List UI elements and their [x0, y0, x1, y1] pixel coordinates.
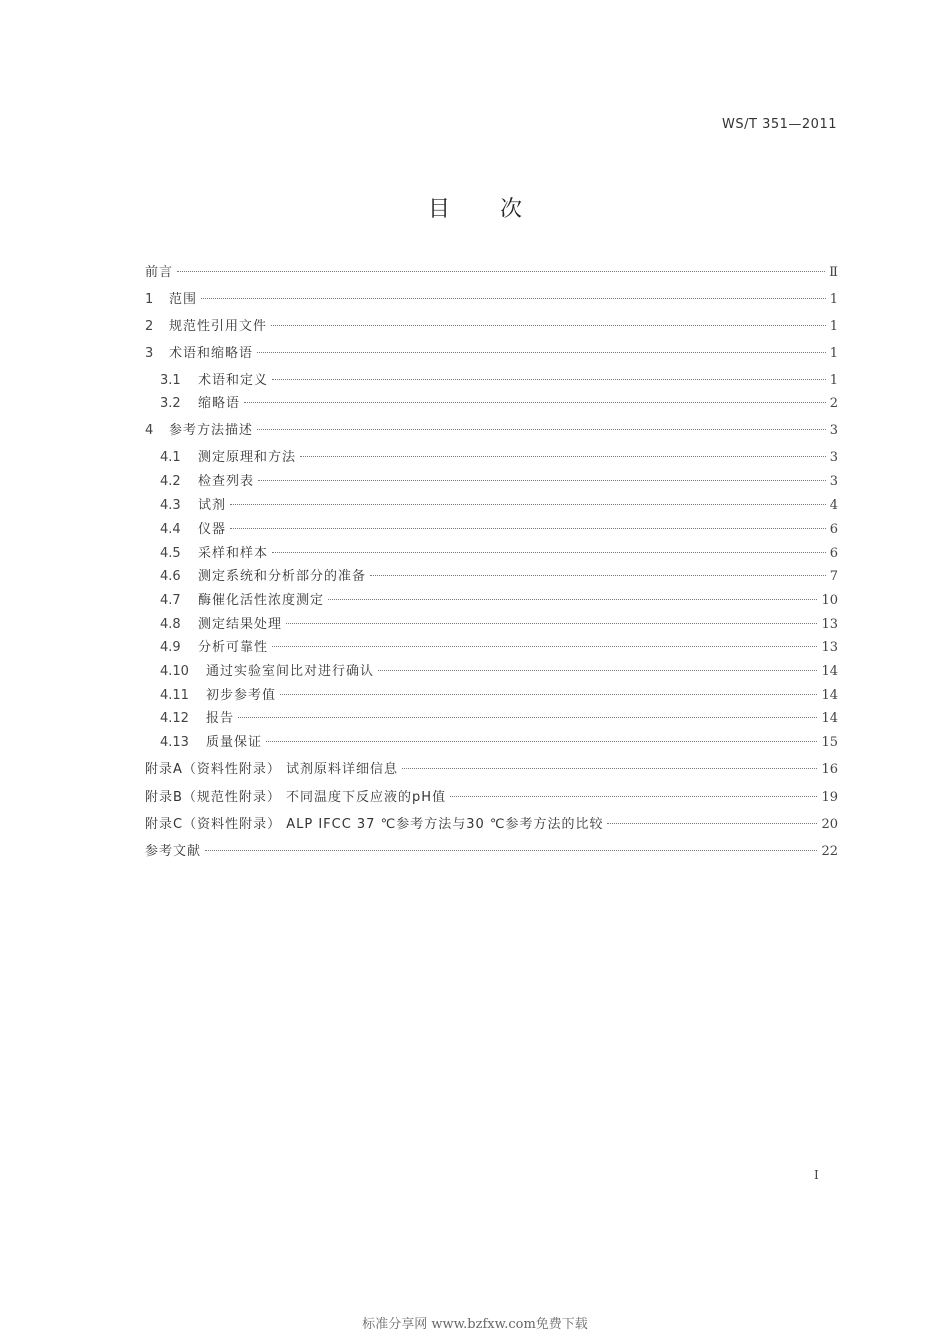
leader-dots	[450, 795, 817, 797]
toc-label: 通过实验室间比对进行确认	[206, 664, 375, 679]
toc-entry-4-10[interactable]	[145, 662, 838, 682]
toc-entry-4-8[interactable]	[145, 615, 838, 635]
toc-page: 13	[821, 617, 838, 632]
toc-entry-4-3[interactable]	[145, 496, 838, 516]
leader-dots	[607, 822, 817, 824]
toc-page: 6	[829, 522, 838, 537]
toc-label: 报告	[206, 711, 235, 726]
toc-entry-3-2[interactable]	[145, 394, 838, 414]
toc-entry-annex-a[interactable]	[145, 760, 838, 780]
leader-dots	[272, 378, 826, 380]
toc-page: 13	[821, 640, 838, 655]
toc-page: 3	[829, 450, 838, 465]
page-number: Ⅰ	[814, 1168, 819, 1182]
toc-label: 测定结果处理	[198, 617, 283, 632]
toc-label: 分析可靠性	[198, 640, 269, 655]
leader-dots	[402, 767, 817, 769]
toc-entry-4-12[interactable]	[145, 709, 838, 729]
page-title	[0, 192, 950, 223]
toc-page: 20	[821, 817, 838, 832]
toc-number: 4.4	[160, 522, 181, 537]
toc-entry-4-9[interactable]	[145, 638, 838, 658]
toc-label: 测定系统和分析部分的准备	[198, 569, 367, 584]
toc-label: 测定原理和方法	[198, 450, 297, 465]
toc-label: 附录C（资料性附录） ALP IFCC 37 ℃参考方法与30 ℃参考方法的比较	[145, 817, 604, 832]
leader-dots	[205, 849, 817, 851]
leader-dots	[201, 297, 826, 299]
toc-label: 采样和样本	[198, 546, 269, 561]
toc-page: 6	[829, 546, 838, 561]
toc-label: 参考方法描述	[169, 423, 254, 438]
toc-entry-4-5[interactable]	[145, 544, 838, 564]
leader-dots	[257, 428, 826, 430]
toc-number: 4.2	[160, 474, 181, 489]
toc-number: 4.1	[160, 450, 181, 465]
title-char-2: 次	[500, 197, 523, 222]
toc-number: 3.2	[160, 396, 181, 411]
leader-dots	[378, 669, 817, 671]
toc-entry-4[interactable]	[145, 421, 838, 441]
leader-dots	[257, 351, 826, 353]
toc-page: 7	[829, 569, 838, 584]
toc-page: 22	[821, 844, 838, 859]
leader-dots	[271, 324, 826, 326]
toc-entry-3-1[interactable]	[145, 371, 838, 391]
leader-dots	[238, 716, 817, 718]
toc-page: 15	[821, 735, 838, 750]
toc-number: 3	[145, 346, 154, 361]
toc-label: 前言	[145, 265, 174, 280]
toc-label: 试剂	[198, 498, 227, 513]
watermark: 标准分享网 www.bzfxw.com免费下载	[362, 1317, 588, 1332]
toc-page: 16	[821, 762, 838, 777]
toc-page: 1	[829, 292, 838, 307]
toc-number: 4	[145, 423, 154, 438]
leader-dots	[230, 503, 826, 505]
toc-page: 4	[829, 498, 838, 513]
leader-dots	[370, 574, 826, 576]
toc-label: 质量保证	[206, 735, 263, 750]
toc-number: 4.5	[160, 546, 181, 561]
toc-entry-4-6[interactable]	[145, 567, 838, 587]
leader-dots	[280, 693, 817, 695]
leader-dots	[286, 622, 817, 624]
toc-label: 检查列表	[198, 474, 255, 489]
leader-dots	[272, 551, 826, 553]
toc-entry-annex-b[interactable]	[145, 788, 838, 808]
leader-dots	[272, 645, 817, 647]
toc-page: 14	[821, 664, 838, 679]
standard-code: WS/T 351—2011	[722, 117, 837, 132]
toc-number: 2	[145, 319, 154, 334]
leader-dots	[258, 479, 826, 481]
toc-entry-1[interactable]	[145, 290, 838, 310]
leader-dots	[266, 740, 817, 742]
toc-page: 3	[829, 423, 838, 438]
toc-entry-3[interactable]	[145, 344, 838, 364]
toc-number: 4.11	[160, 688, 189, 703]
toc-number: 1	[145, 292, 154, 307]
toc-page: 1	[829, 319, 838, 334]
toc-entry-4-1[interactable]	[145, 448, 838, 468]
toc-page: 3	[829, 474, 838, 489]
toc-entry-4-7[interactable]	[145, 591, 838, 611]
toc-number: 4.13	[160, 735, 189, 750]
toc-label: 术语和定义	[198, 373, 269, 388]
toc-page: 1	[829, 373, 838, 388]
toc-entry-foreword[interactable]	[145, 263, 838, 283]
toc-page: 14	[821, 688, 838, 703]
toc-label: 范围	[169, 292, 198, 307]
toc-label: 附录B（规范性附录） 不同温度下反应液的pH值	[145, 790, 447, 805]
toc-label: 术语和缩略语	[169, 346, 254, 361]
toc-number: 4.7	[160, 593, 181, 608]
leader-dots	[230, 527, 826, 529]
toc-entry-4-11[interactable]	[145, 686, 838, 706]
toc-number: 4.12	[160, 711, 189, 726]
toc-page: 19	[821, 790, 838, 805]
toc-page: 2	[829, 396, 838, 411]
toc-entry-4-2[interactable]	[145, 472, 838, 492]
leader-dots	[177, 270, 825, 272]
toc-number: 3.1	[160, 373, 181, 388]
title-char-1: 目	[427, 197, 450, 222]
toc-page: 10	[821, 593, 838, 608]
toc-number: 4.6	[160, 569, 181, 584]
toc-label: 参考文献	[145, 844, 202, 859]
toc-label: 初步参考值	[206, 688, 277, 703]
toc-page: 14	[821, 711, 838, 726]
toc-entry-references[interactable]	[145, 842, 838, 862]
toc-page: Ⅱ	[829, 265, 838, 280]
leader-dots	[244, 401, 826, 403]
toc-entry-2[interactable]	[145, 317, 838, 337]
toc-label: 缩略语	[198, 396, 241, 411]
toc-entry-4-13[interactable]	[145, 733, 838, 753]
toc-number: 4.8	[160, 617, 181, 632]
toc-label: 酶催化活性浓度测定	[198, 593, 325, 608]
toc-number: 4.3	[160, 498, 181, 513]
toc-number: 4.9	[160, 640, 181, 655]
toc-number: 4.10	[160, 664, 189, 679]
toc-label: 仪器	[198, 522, 227, 537]
toc-page: 1	[829, 346, 838, 361]
leader-dots	[300, 455, 826, 457]
toc-entry-annex-c[interactable]	[145, 815, 838, 835]
toc-label: 附录A（资料性附录） 试剂原料详细信息	[145, 762, 399, 777]
leader-dots	[328, 598, 817, 600]
toc-label: 规范性引用文件	[169, 319, 268, 334]
toc-entry-4-4[interactable]	[145, 520, 838, 540]
